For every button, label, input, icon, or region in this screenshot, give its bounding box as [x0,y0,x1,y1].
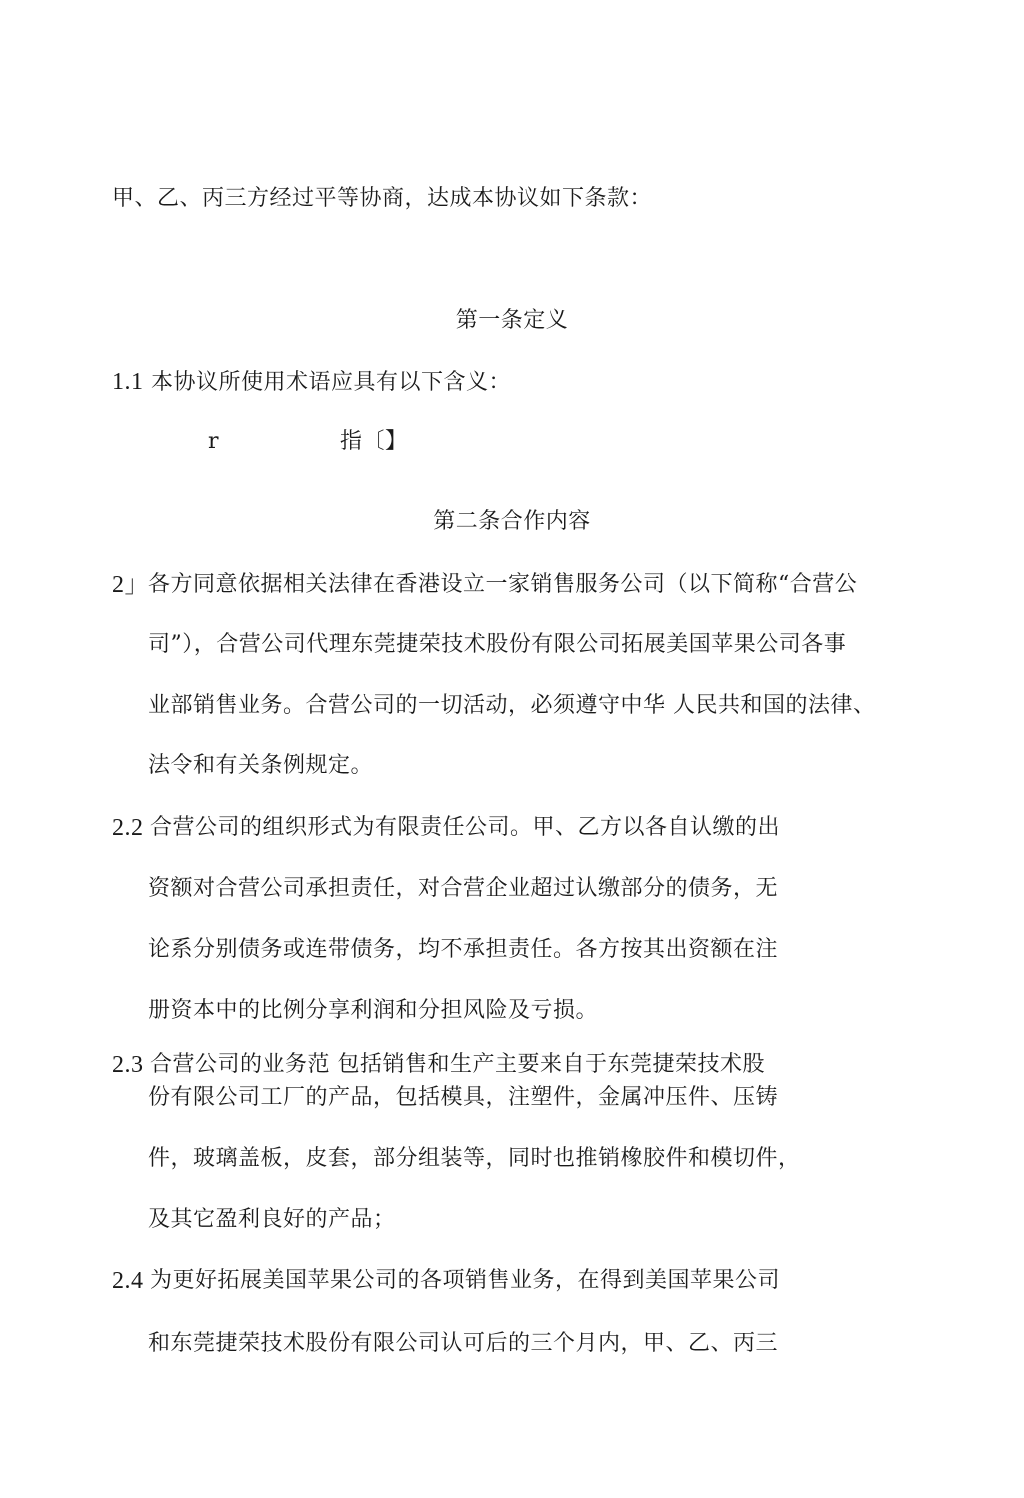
clause-2-2-line: 册资本中的比例分享利润和分担风险及亏损。 [148,998,599,1023]
clause-2-2-number: 2.2 [112,815,144,841]
clause-2-1-line: 业部销售业务。合营公司的一切活动，必须遵守中华 人民共和国的法律、 [148,693,876,718]
clause-1-1-text: 本协议所使用术语应具有以下含义： [151,370,512,395]
clause-2-2-line: 合营公司的组织形式为有限责任公司。甲、乙方以各自认缴的出 [150,815,781,840]
clause-2-4-line: 为更好拓展美国苹果公司的各项销售业务，在得到美国苹果公司 [150,1268,781,1293]
clause-2-1-line: 各方同意依据相关法律在香港设立一家销售服务公司（以下简称“合营公 [148,572,858,597]
clause-2-3-line: 件，玻璃盖板，皮套，部分组装等，同时也推销橡胶件和模切件， [148,1146,801,1171]
clause-2-2-line: 论系分别债务或连带债务，均不承担责任。各方按其出资额在注 [148,937,779,962]
definition-term: r [208,429,220,454]
clause-2-2-line: 资额对合营公司承担责任，对合营企业超过认缴部分的债务，无 [148,876,779,901]
clause-1-1-number: 1.1 [112,369,144,395]
clause-2-3-line: 及其它盈利良好的产品； [148,1207,396,1232]
article-1-title: 第一条定义 [455,308,569,333]
clause-1-1 [112,367,511,398]
clause-2-4-line: 和东莞捷荣技术股份有限公司认可后的三个月内，甲、乙、丙三 [148,1331,779,1356]
intro-paragraph: 甲、乙、丙三方经过平等协商，达成本协议如下条款： [112,186,653,211]
clause-2-1-line: 法令和有关条例规定。 [148,753,374,778]
article-2-title: 第二条合作内容 [433,509,591,534]
definition-meaning: 指〔】 [340,429,408,454]
clause-2-3-line: 合营公司的业务范 包括销售和生产主要来自于东莞捷荣技术股 [150,1052,765,1077]
clause-2-3-line: 份有限公司工厂的产品，包括模具，注塑件，金属冲压件、压铸 [148,1085,779,1110]
clause-2-3-number: 2.3 [112,1052,144,1078]
clause-2-4-number: 2.4 [112,1268,144,1294]
clause-2-1-number: 2」 [112,572,149,598]
clause-2-1-line: 司”），合营公司代理东莞捷荣技术股份有限公司拓展美国苹果公司各事 [148,632,847,657]
